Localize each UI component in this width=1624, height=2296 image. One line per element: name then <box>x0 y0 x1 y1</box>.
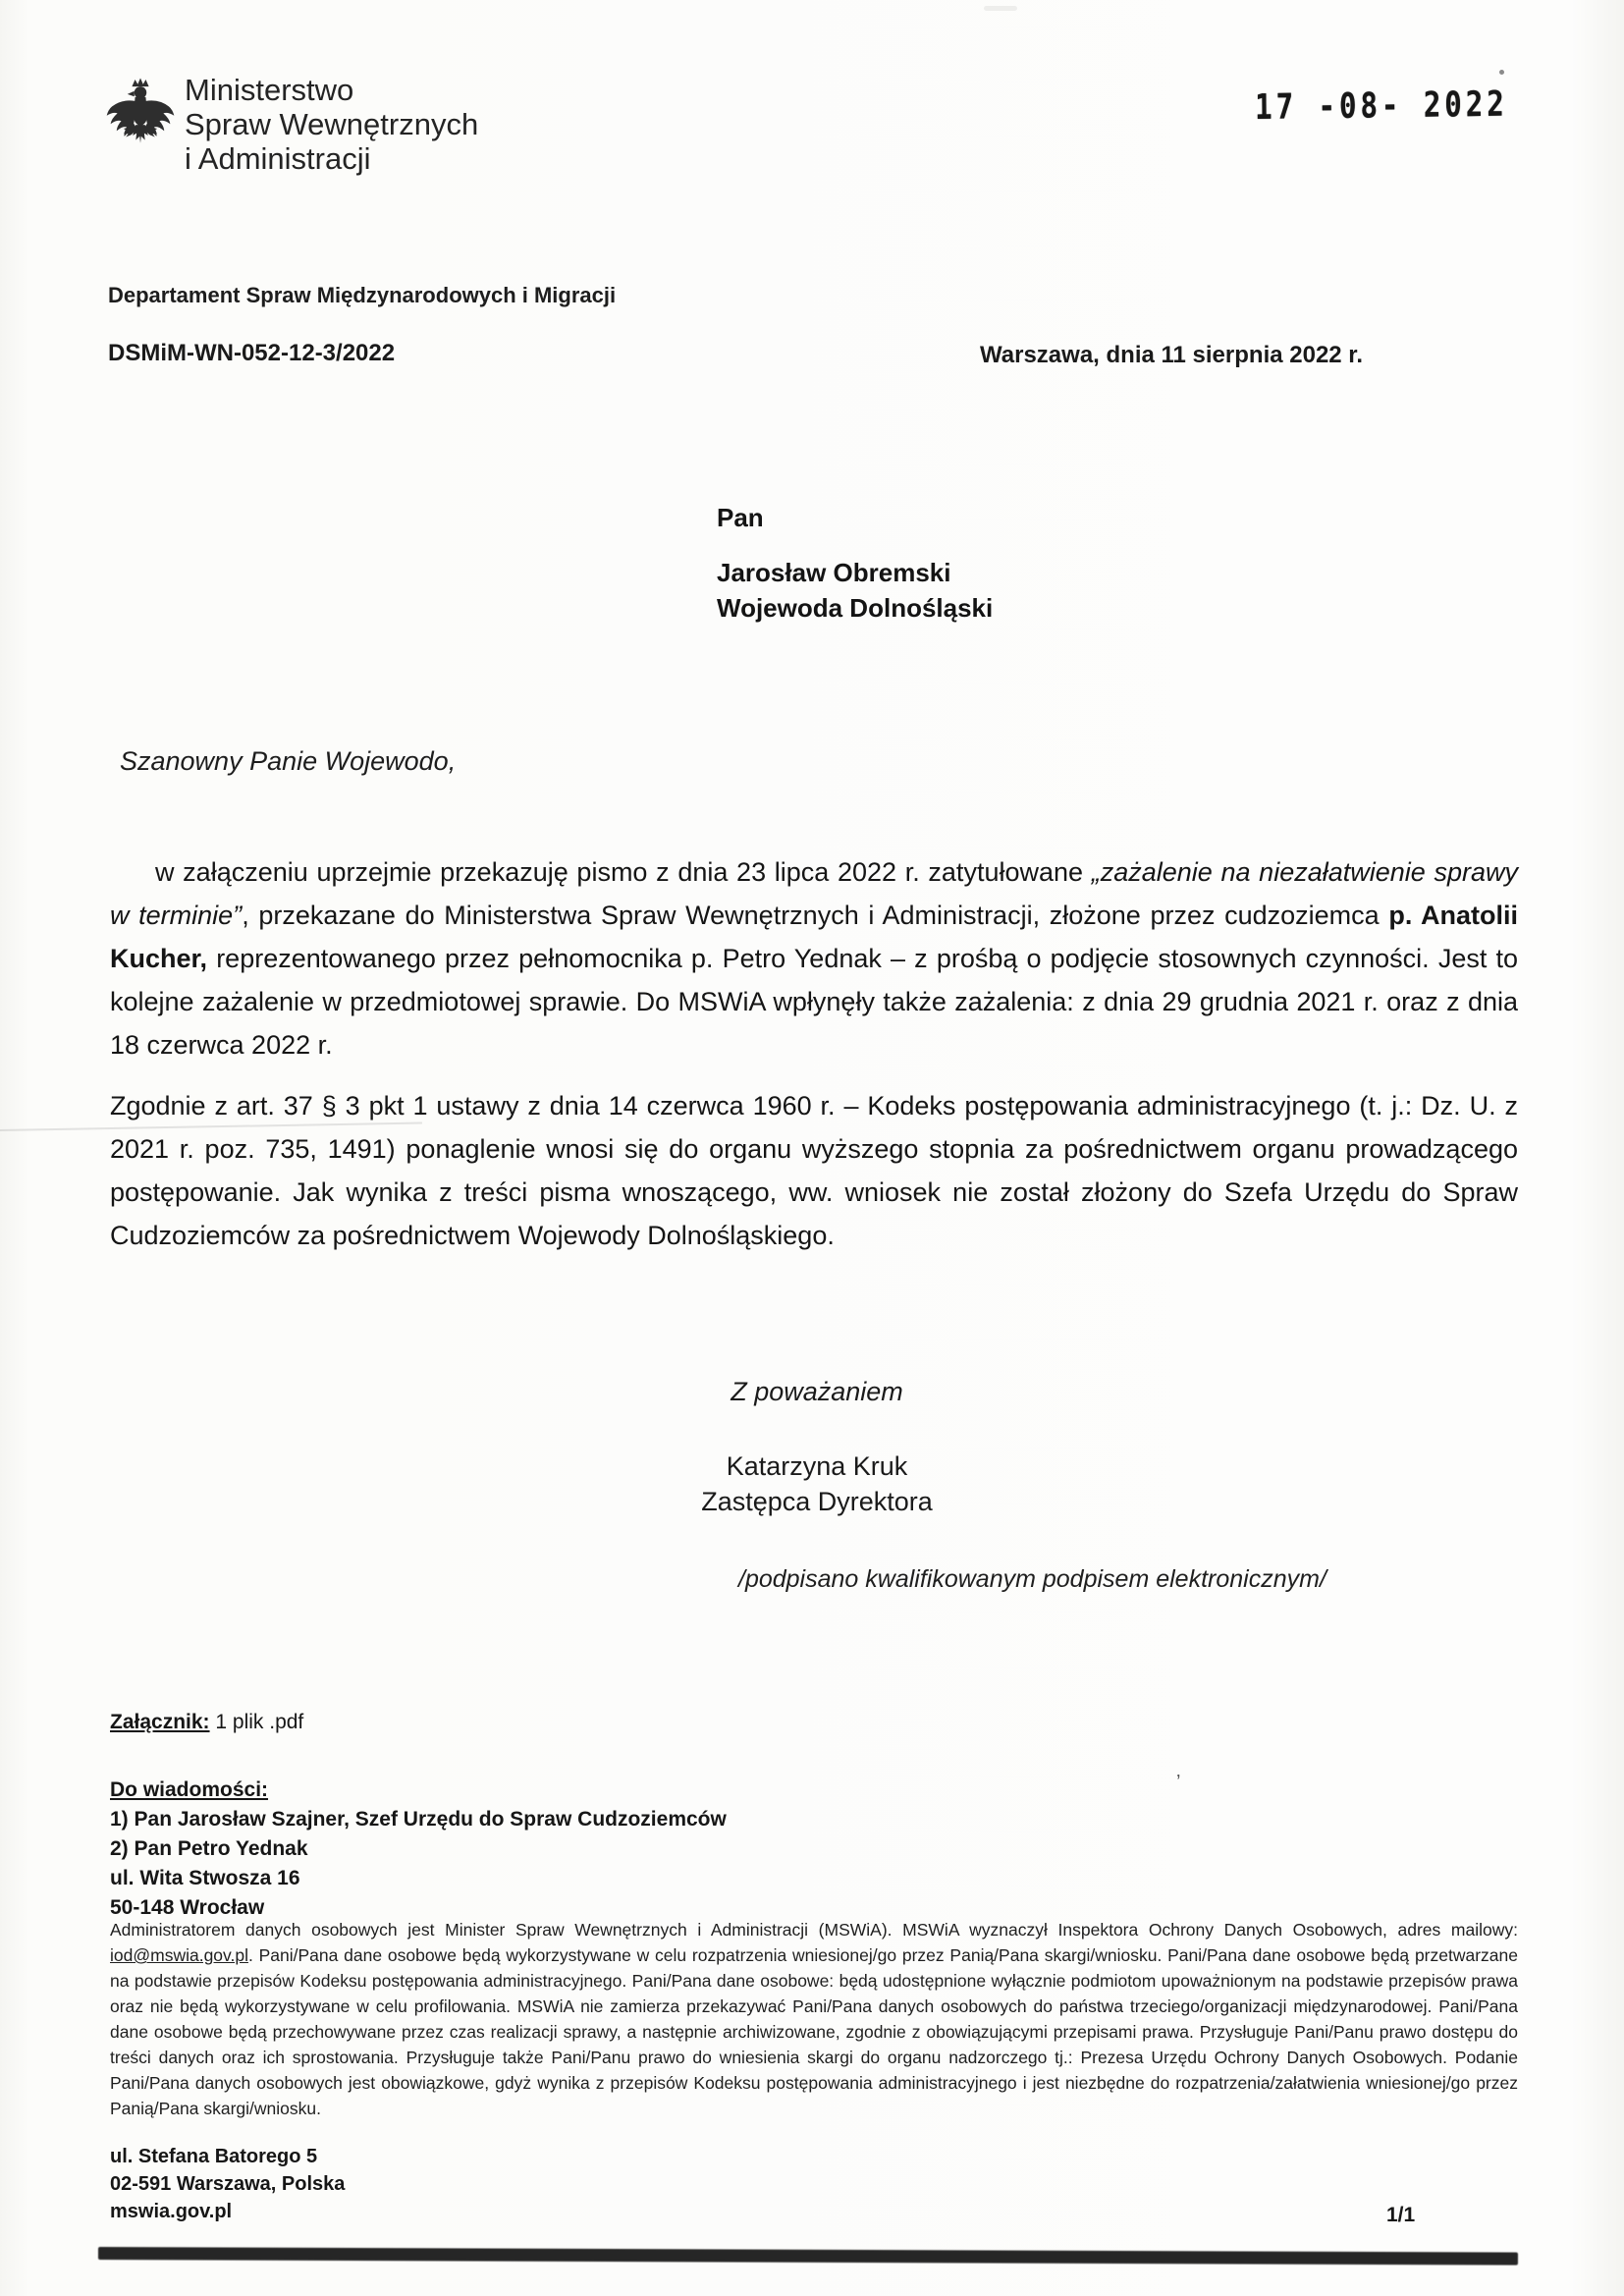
privacy-notice-text: . Pani/Pana dane osobowe będą wykorzystywane w celu rozpatrzenia wniesionej/go przez Panią/Pana skargi/wniosku. Pani/Pana dane osobowe będą przetwarzane na podstawie przepisów Kodeksu postępowania administracyjnego. Pani/Pana dane osobowe: będą udostępnione wyłącznie podmiotom upoważnionym na podstawie przepisów prawa oraz nie będą wykorzystywane w celu profilowania. MSWiA nie zamierza przekazywać Pani/Pana danych osobowych do państwa trzeciego/organizacji międzynarodowej. Pani/Pana dane osobowe będą przechowywane przez czas realizacji sprawy, a następnie archiwizowane, zgodnie z obowiązującymi przepisami prawa. Przysługuje Pani/Panu prawo dostępu do treści danych oraz ich sprostowania. Przysługuje także Pani/Panu prawo do wniesienia skargi do organu nadzorczego tj.: Prezesa Urzędu Ochrony Danych Osobowych. Podanie Pani/Pana danych osobowych jest obowiązkowe, gdyż wynika z przepisów Kodeksu postępowania administracyjnego i jest niezbędne do rozpatrzenia/załatwienia wniesionej/go przez Panią/Pana skargi/wniosku. <box>110 1945 1518 2118</box>
polish-eagle-emblem-icon <box>102 75 179 165</box>
valediction: Z poważaniem <box>731 1377 903 1406</box>
cc-block <box>110 1776 727 1923</box>
recipient-name: Jarosław Obremski <box>717 558 951 587</box>
body-paragraph-1 <box>110 850 1518 1066</box>
cc-item: 1) Pan Jarosław Szajner, Szef Urzędu do Spraw Cudzoziemców <box>110 1808 727 1831</box>
body-paragraph-2: Zgodnie z art. 37 § 3 pkt 1 ustawy z dnia 14 czerwca 1960 r. – Kodeks postępowania administracyjnego (t. j.: Dz. U. z 2021 r. poz. 735, 1491) ponaglenie wnosi się do organu wyższego stopnia za pośrednictwem organu prowadzącego postępowanie. Jak wynika z treści pisma wnoszącego, ww. wniosek nie został złożony do Szefa Urzędu do Spraw Cudzoziemców za pośrednictwem Wojewody Dolnośląskiego. <box>110 1091 1518 1250</box>
ministry-name-line-2: Spraw Wewnętrznych <box>185 107 479 141</box>
body-paragraph-1-text: , przekazane do Ministerstwa Spraw Wewnętrznych i Administracji, złożone przez cudzoziemca <box>242 901 1389 930</box>
salutation: Szanowny Panie Wojewodo, <box>120 746 457 776</box>
scan-artifact-smudge <box>984 6 1017 11</box>
body-paragraph-1-quoted-title: „zażalenie na niezałatwienie sprawy w terminie” <box>110 857 1518 930</box>
scan-artifact-mark: ’ <box>1176 1772 1181 1793</box>
ministry-name-line-3: i Administracji <box>185 141 371 176</box>
footer-website: mswia.gov.pl <box>110 2201 233 2222</box>
recipient-block <box>717 503 993 626</box>
recipient-title: Wojewoda Dolnośląski <box>717 593 994 623</box>
body-paragraph-1-text: w załączeniu uprzejmie przekazuję pismo z dnia 23 lipca 2022 r. zatytułowane <box>155 857 1092 887</box>
cc-item: 50-148 Wrocław <box>110 1896 265 1919</box>
letter-body <box>110 850 1518 1257</box>
received-date-stamp: 17 -08- 2022 <box>1255 82 1508 128</box>
electronic-signature-note: /podpisano kwalifikowanym podpisem elektronicznym/ <box>738 1565 1326 1593</box>
body-paragraph-1-foreigner-name: p. Anatolii Kucher, <box>110 901 1519 973</box>
cc-item: 2) Pan Petro Yednak <box>110 1837 308 1860</box>
privacy-notice <box>110 1917 1518 2121</box>
body-paragraph-1-text: reprezentowanego przez pełnomocnika p. Petro Yednak – z prośbą o podjęcie stosownych czynności. Jest to kolejne zażalenie w przedmiotowej sprawie. Do MSWiA wpłynęły także zażalenia: z dnia 29 grudnia 2021 r. oraz z dnia 18 czerwca 2022 r. <box>110 944 1518 1060</box>
footer-address <box>110 2143 345 2225</box>
reference-number: DSMiM-WN-052-12-3/2022 <box>108 340 396 366</box>
attachment-label: Załącznik: <box>110 1711 210 1733</box>
signer-name: Katarzyna Kruk <box>726 1451 908 1481</box>
closing-block <box>621 1377 1013 1519</box>
place-and-date: Warszawa, dnia 11 sierpnia 2022 r. <box>980 342 1363 368</box>
privacy-email-link[interactable]: iod@mswia.gov.pl <box>110 1945 248 1965</box>
attachment-value: 1 plik .pdf <box>209 1711 304 1733</box>
footer-street: ul. Stefana Batorego 5 <box>110 2146 318 2167</box>
cc-item: ul. Wita Stwosza 16 <box>110 1867 300 1889</box>
ministry-name-line-1: Ministerstwo <box>185 73 354 107</box>
privacy-notice-text: Administratorem danych osobowych jest Minister Spraw Wewnętrznych i Administracji (MSWiA). MSWiA wyznaczył Inspektora Ochrony Danych Osobowych, adres mailowy: <box>110 1920 1518 1940</box>
department-name: Departament Spraw Międzynarodowych i Migracji <box>108 283 617 307</box>
cc-heading: Do wiadomości: <box>110 1778 269 1801</box>
ministry-name <box>185 73 478 176</box>
scan-artifact-bar <box>98 2247 1518 2266</box>
recipient-honorific: Pan <box>717 503 764 532</box>
attachment-line <box>110 1711 303 1734</box>
footer-city: 02-591 Warszawa, Polska <box>110 2173 346 2195</box>
scan-artifact-dot <box>1499 70 1504 75</box>
signer-title: Zastępca Dyrektora <box>701 1487 933 1516</box>
page-number: 1/1 <box>1386 2204 1416 2226</box>
